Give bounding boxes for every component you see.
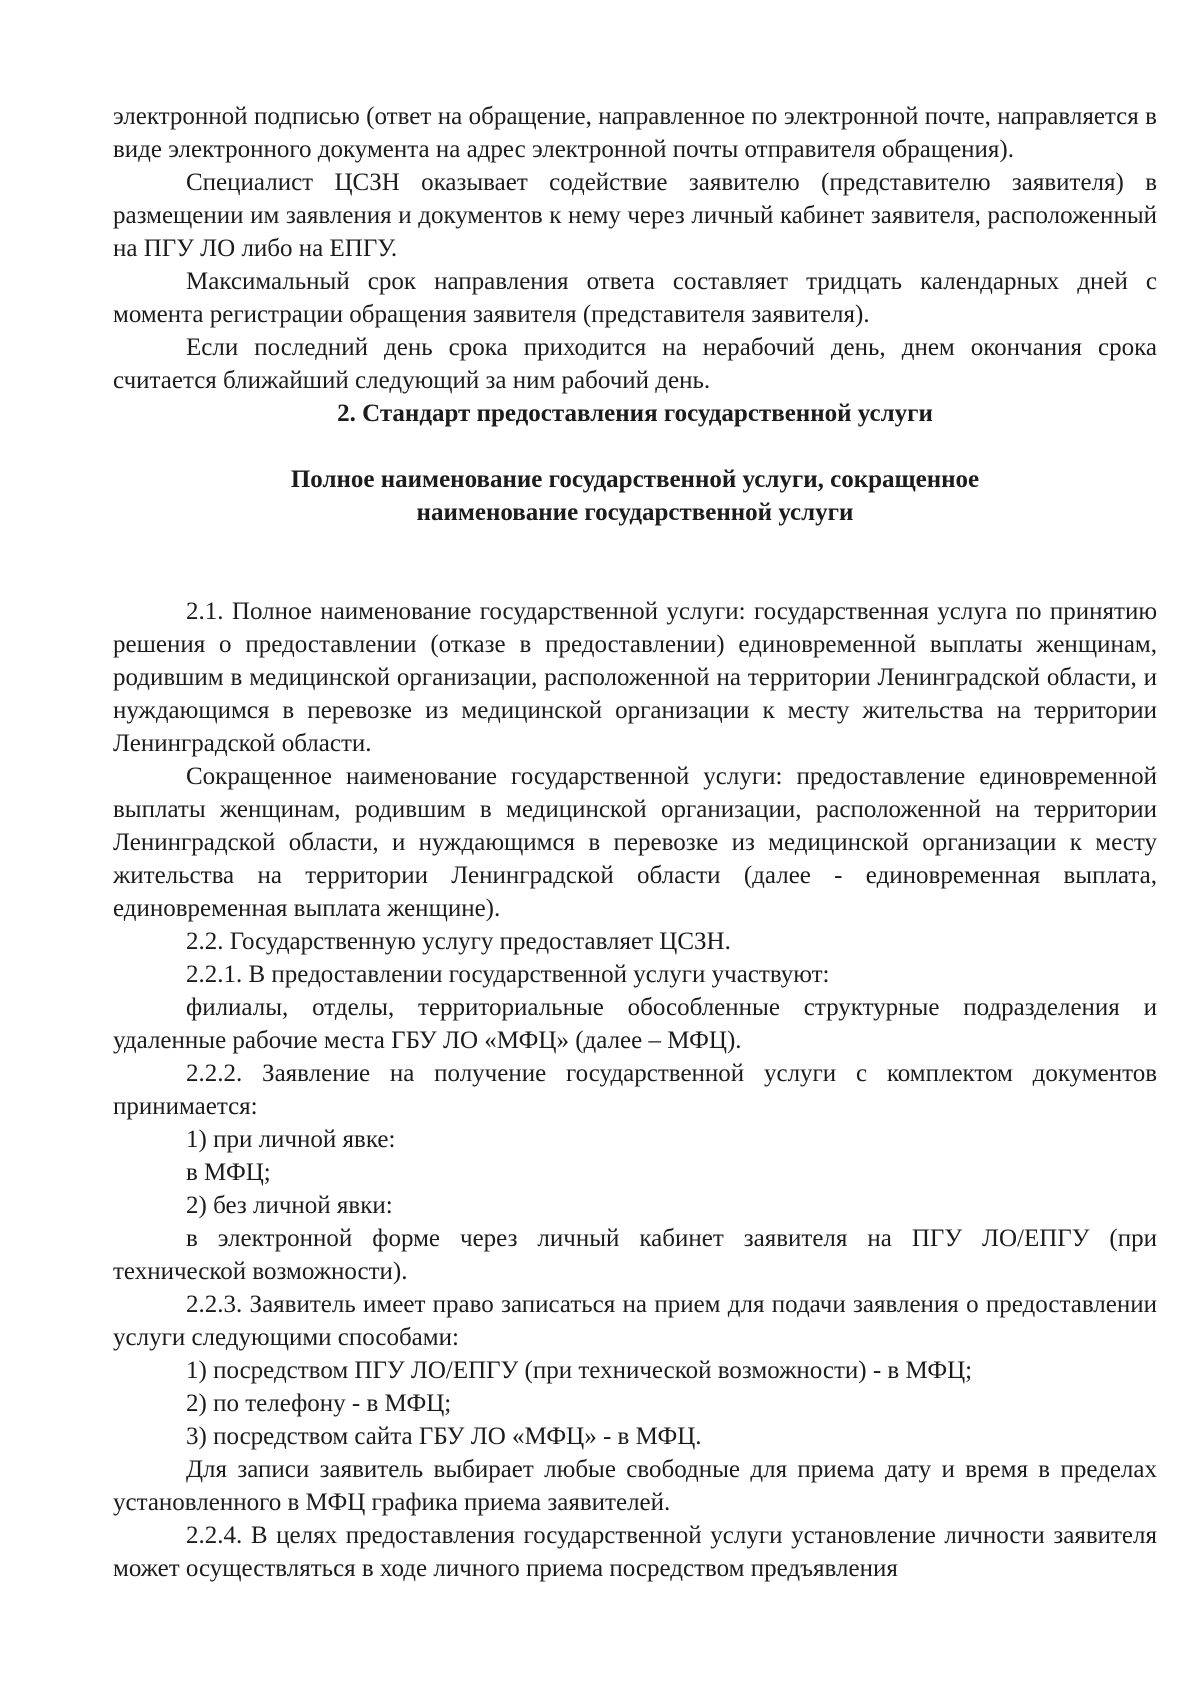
- document-page: [113, 100, 1157, 1585]
- subsection-title-line: Полное наименование государственной услуги, сокращенное: [290, 466, 980, 493]
- paragraph: 2.2.3. Заявитель имеет право записаться на прием для подачи заявления о предоставлении услуги следующими способами:: [113, 1291, 1157, 1351]
- list-item: 2) без личной явки:: [186, 1192, 393, 1219]
- subsection-title: [113, 463, 1157, 529]
- paragraph: в электронной форме через личный кабинет заявителя на ПГУ ЛО/ЕПГУ (при технической возможности).: [113, 1225, 1157, 1285]
- list-item: 3) посредством сайта ГБУ ЛО «МФЦ» - в МФЦ.: [186, 1423, 702, 1450]
- section-title: 2. Стандарт предоставления государственной услуги: [337, 400, 933, 427]
- paragraph: Сокращенное наименование государственной услуги: предоставление единовременной выплаты женщинам, родившим в медицинской организации, расположенной на территории Ленинградской области, и нуждающимся в перевозке из медицинской организации к месту жительства на территории Ленинградской области (далее - единовременная выплата, единовременная выплата женщине).: [113, 763, 1157, 922]
- list-item: 1) при личной явке:: [186, 1126, 396, 1153]
- paragraph: 2.1. Полное наименование государственной услуги: государственная услуга по принятию решения о предоставлении (отказе в предоставлении) единовременной выплаты женщинам, родившим в медицинской организации, расположенной на территории Ленинградской области, и нуждающимся в перевозке из медицинской организации к месту жительства на территории Ленинградской области.: [113, 598, 1157, 757]
- list-item: 2) по телефону - в МФЦ;: [186, 1390, 452, 1417]
- paragraph: Для записи заявитель выбирает любые свободные для приема дату и время в пределах установленного в МФЦ графика приема заявителей.: [113, 1456, 1157, 1516]
- subsection-title-line: наименование государственной услуги: [416, 499, 854, 526]
- paragraph: филиалы, отделы, территориальные обособленные структурные подразделения и удаленные рабочие места ГБУ ЛО «МФЦ» (далее – МФЦ).: [113, 994, 1157, 1054]
- list-item: в МФЦ;: [186, 1159, 271, 1186]
- paragraph: 2.2. Государственную услугу предоставляет ЦСЗН.: [186, 928, 731, 955]
- list-item: 1) посредством ПГУ ЛО/ЕПГУ (при технической возможности) - в МФЦ;: [186, 1357, 973, 1384]
- paragraph: электронной подписью (ответ на обращение, направленное по электронной почте, направляется в виде электронного документа на адрес электронной почты отправителя обращения).: [113, 103, 1157, 163]
- paragraph: Если последний день срока приходится на нерабочий день, днем окончания срока считается ближайший следующий за ним рабочий день.: [113, 334, 1157, 394]
- paragraph: 2.2.1. В предоставлении государственной услуги участвуют:: [186, 961, 830, 988]
- paragraph: Специалист ЦСЗН оказывает содействие заявителю (представителю заявителя) в размещении им заявления и документов к нему через личный кабинет заявителя, расположенный на ПГУ ЛО либо на ЕПГУ.: [113, 169, 1157, 262]
- paragraph: 2.2.2. Заявление на получение государственной услуги с комплектом документов принимается:: [113, 1060, 1157, 1120]
- blank-line: [113, 562, 1157, 595]
- paragraph: Максимальный срок направления ответа составляет тридцать календарных дней с момента регистрации обращения заявителя (представителя заявителя).: [113, 268, 1157, 328]
- paragraph: 2.2.4. В целях предоставления государственной услуги установление личности заявителя может осуществляться в ходе личного приема посредством предъявления: [113, 1522, 1157, 1582]
